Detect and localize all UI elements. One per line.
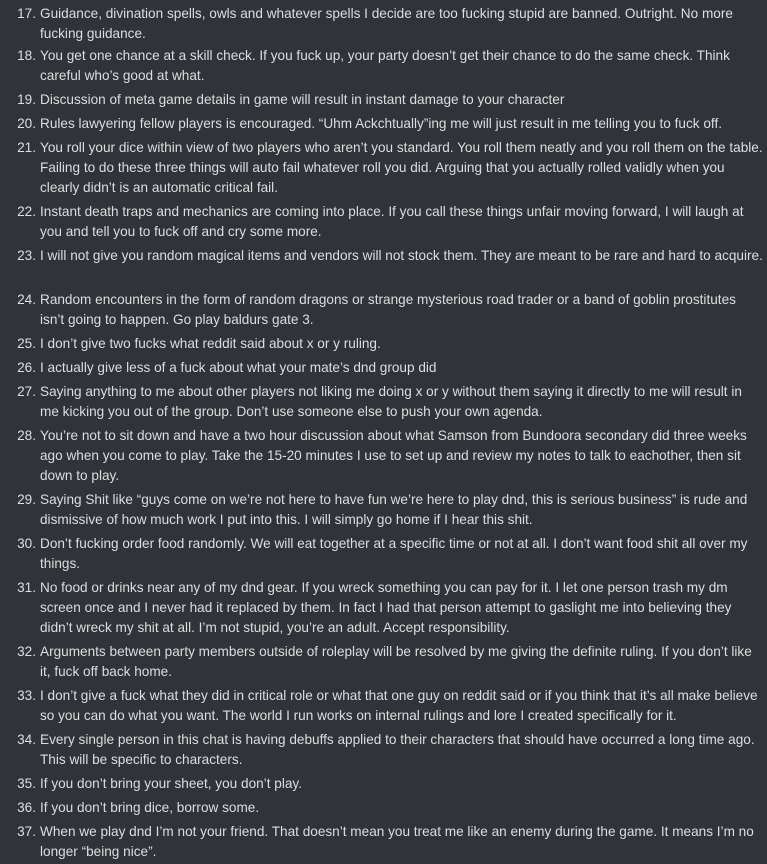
list-item (0, 382, 767, 422)
rule-number: 17. (17, 6, 36, 21)
rule-text: Instant death traps and mechanics are coming into place. If you call these things unfair moving forward, I will laugh at you and tell you to fuck off and cry some more. (40, 204, 744, 239)
rule-text: Arguments between party members outside of roleplay will be resolved by me giving the definite ruling. If you don’t like it, fuck off back home. (40, 644, 752, 679)
rule-number: 21. (17, 140, 36, 155)
rule-number: 20. (17, 116, 36, 131)
rule-number: 22. (17, 204, 36, 219)
rule-text: I don’t give a fuck what they did in critical role or what that one guy on reddit said or if you think that it’s all make believe so you can do what you want. The world I run works on internal rulings and lore I created specifically for it. (40, 688, 758, 723)
list-item (0, 114, 726, 134)
rule-number: 34. (17, 732, 36, 747)
rule-text: Saying anything to me about other players not liking me doing x or y without them saying it directly to me will result in me kicking you out of the group. Don’t use someone else to push your own agenda. (40, 384, 742, 419)
rule-text: Saying Shit like “guys come on we’re not here to have fun we’re here to play dnd, this is serious business” is rude and dismissive of how much work I put into this. I will simply go home if I hear this shit. (40, 492, 748, 527)
rule-text: If you don’t bring your sheet, you don’t play. (40, 776, 302, 791)
rule-number: 37. (17, 824, 36, 839)
list-item (0, 138, 767, 198)
list-item (0, 46, 767, 86)
rule-text: Every single person in this chat is having debuffs applied to their characters that should have occurred a long time ago. This will be specific to characters. (40, 732, 755, 767)
rule-number: 28. (17, 428, 36, 443)
list-item (0, 686, 767, 726)
rule-number: 25. (17, 336, 36, 351)
rule-text: You’re not to sit down and have a two hour discussion about what Samson from Bundoora secondary did three weeks ago when you come to play. Take the 15-20 minutes I use to set up and review my notes to talk to eachother, then sit down to play. (40, 428, 747, 483)
rule-text: I will not give you random magical items and vendors will not stock them. They are meant to be rare and hard to acquire. (40, 248, 763, 263)
rule-number: 24. (17, 292, 36, 307)
rule-text: Discussion of meta game details in game will result in instant damage to your character (40, 92, 565, 107)
list-item (0, 774, 306, 794)
list-item (0, 202, 767, 242)
list-item (0, 358, 440, 378)
rule-number: 31. (17, 580, 36, 595)
rule-number: 23. (17, 248, 36, 263)
rule-number: 19. (17, 92, 36, 107)
list-item (0, 90, 568, 110)
list-item (0, 578, 767, 638)
list-item (0, 534, 767, 574)
rule-text: I actually give less of a fuck about what your mate’s dnd group did (40, 360, 437, 375)
list-item (0, 730, 767, 770)
list-item (0, 246, 767, 266)
rule-number: 33. (17, 688, 36, 703)
rule-number: 26. (17, 360, 36, 375)
rule-text: Rules lawyering fellow players is encouraged. “Uhm Ackchtually”ing me will just result in me telling you to fuck off. (40, 116, 722, 131)
rule-number: 29. (17, 492, 36, 507)
rule-text: When we play dnd I’m not your friend. That doesn’t mean you treat me like an enemy during the game. It means I’m no longer “being nice”. (40, 824, 754, 859)
list-item (0, 290, 767, 330)
rule-text: I don’t give two fucks what reddit said about x or y ruling. (40, 336, 381, 351)
rule-number: 35. (17, 776, 36, 791)
rule-text: Don’t fucking order food randomly. We will eat together at a specific time or not at all. I don’t want food shit all over my things. (40, 536, 748, 571)
list-item (0, 426, 767, 486)
rule-text: If you don’t bring dice, borrow some. (40, 800, 260, 815)
rule-text: No food or drinks near any of my dnd gear. If you wreck something you can pay for it. I let one person trash my dm screen once and I never had it replaced by them. In fact I had that person attempt to gaslight me into believing they didn’t wreck my shit at all. I’m not stupid, you’re an adult. Accept responsibility. (40, 580, 732, 635)
list-item (0, 642, 767, 682)
list-item (0, 822, 767, 862)
rule-number: 36. (17, 800, 36, 815)
list-item (0, 490, 767, 530)
rule-text: You get one chance at a skill check. If you fuck up, your party doesn’t get their chance to do the same check. Think careful who’s good at what. (40, 48, 730, 83)
list-item (0, 334, 385, 354)
rule-number: 18. (17, 48, 36, 63)
rule-text: Random encounters in the form of random dragons or strange mysterious road trader or a band of goblin prostitutes isn’t going to happen. Go play baldurs gate 3. (40, 292, 736, 327)
rule-number: 32. (17, 644, 36, 659)
rule-number: 27. (17, 384, 36, 399)
list-item (0, 4, 767, 44)
rule-text: You roll your dice within view of two players who aren’t you standard. You roll them neatly and you roll them on the table. Failing to do these three things will auto fail whatever roll you did. Arguing that you actually rolled validly when you clearly didn’t is an automatic critical fail. (40, 140, 763, 195)
rule-number: 30. (17, 536, 36, 551)
list-item (0, 798, 263, 818)
rule-text: Guidance, divination spells, owls and whatever spells I decide are too fucking stupid are banned. Outright. No more fucking guidance. (40, 6, 733, 41)
